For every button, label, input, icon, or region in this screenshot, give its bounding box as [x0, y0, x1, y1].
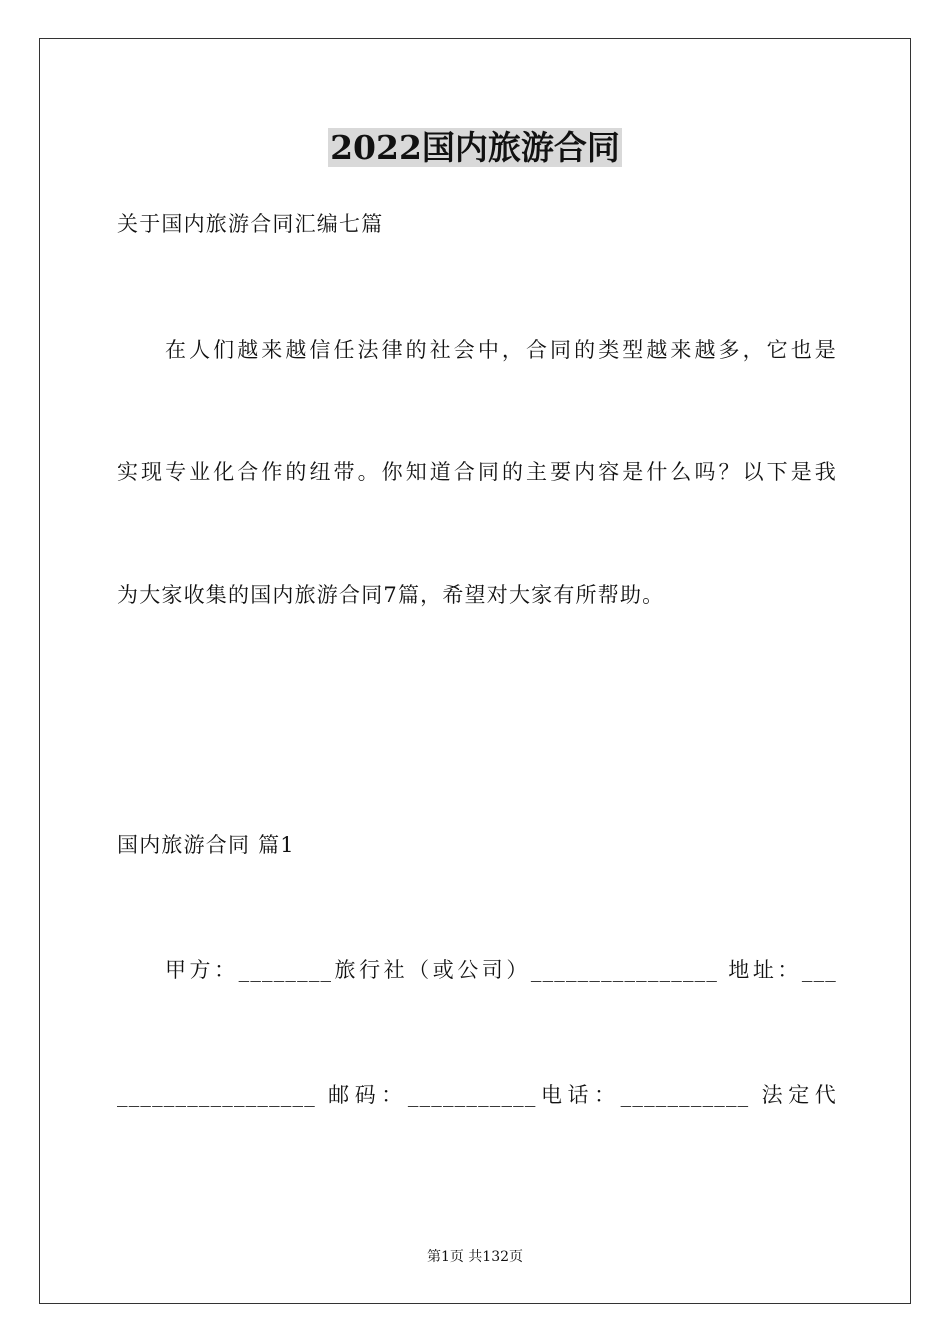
intro-line-3: 为大家收集的国内旅游合同7篇，希望对大家有所帮助。: [117, 583, 665, 607]
document-subtitle: 关于国内旅游合同汇编七篇: [117, 212, 384, 236]
document-title-text: 2022国内旅游合同: [330, 128, 620, 167]
document-title: [0, 126, 950, 170]
intro-line-1: 在人们越来越信任法律的社会中，合同的类型越来越多，它也是: [165, 338, 837, 362]
intro-line-2: 实现专业化合作的纽带。你知道合同的主要内容是什么吗？以下是我: [117, 460, 837, 484]
page-footer: 第1页 共132页: [426, 1249, 524, 1265]
section-heading: 国内旅游合同 篇1: [117, 833, 295, 857]
party-line-2: _________________ 邮码：___________电话：___________ 法定代: [117, 1083, 837, 1107]
party-line-1: 甲方：________旅行社（或公司）________________ 地址：___: [165, 958, 837, 982]
